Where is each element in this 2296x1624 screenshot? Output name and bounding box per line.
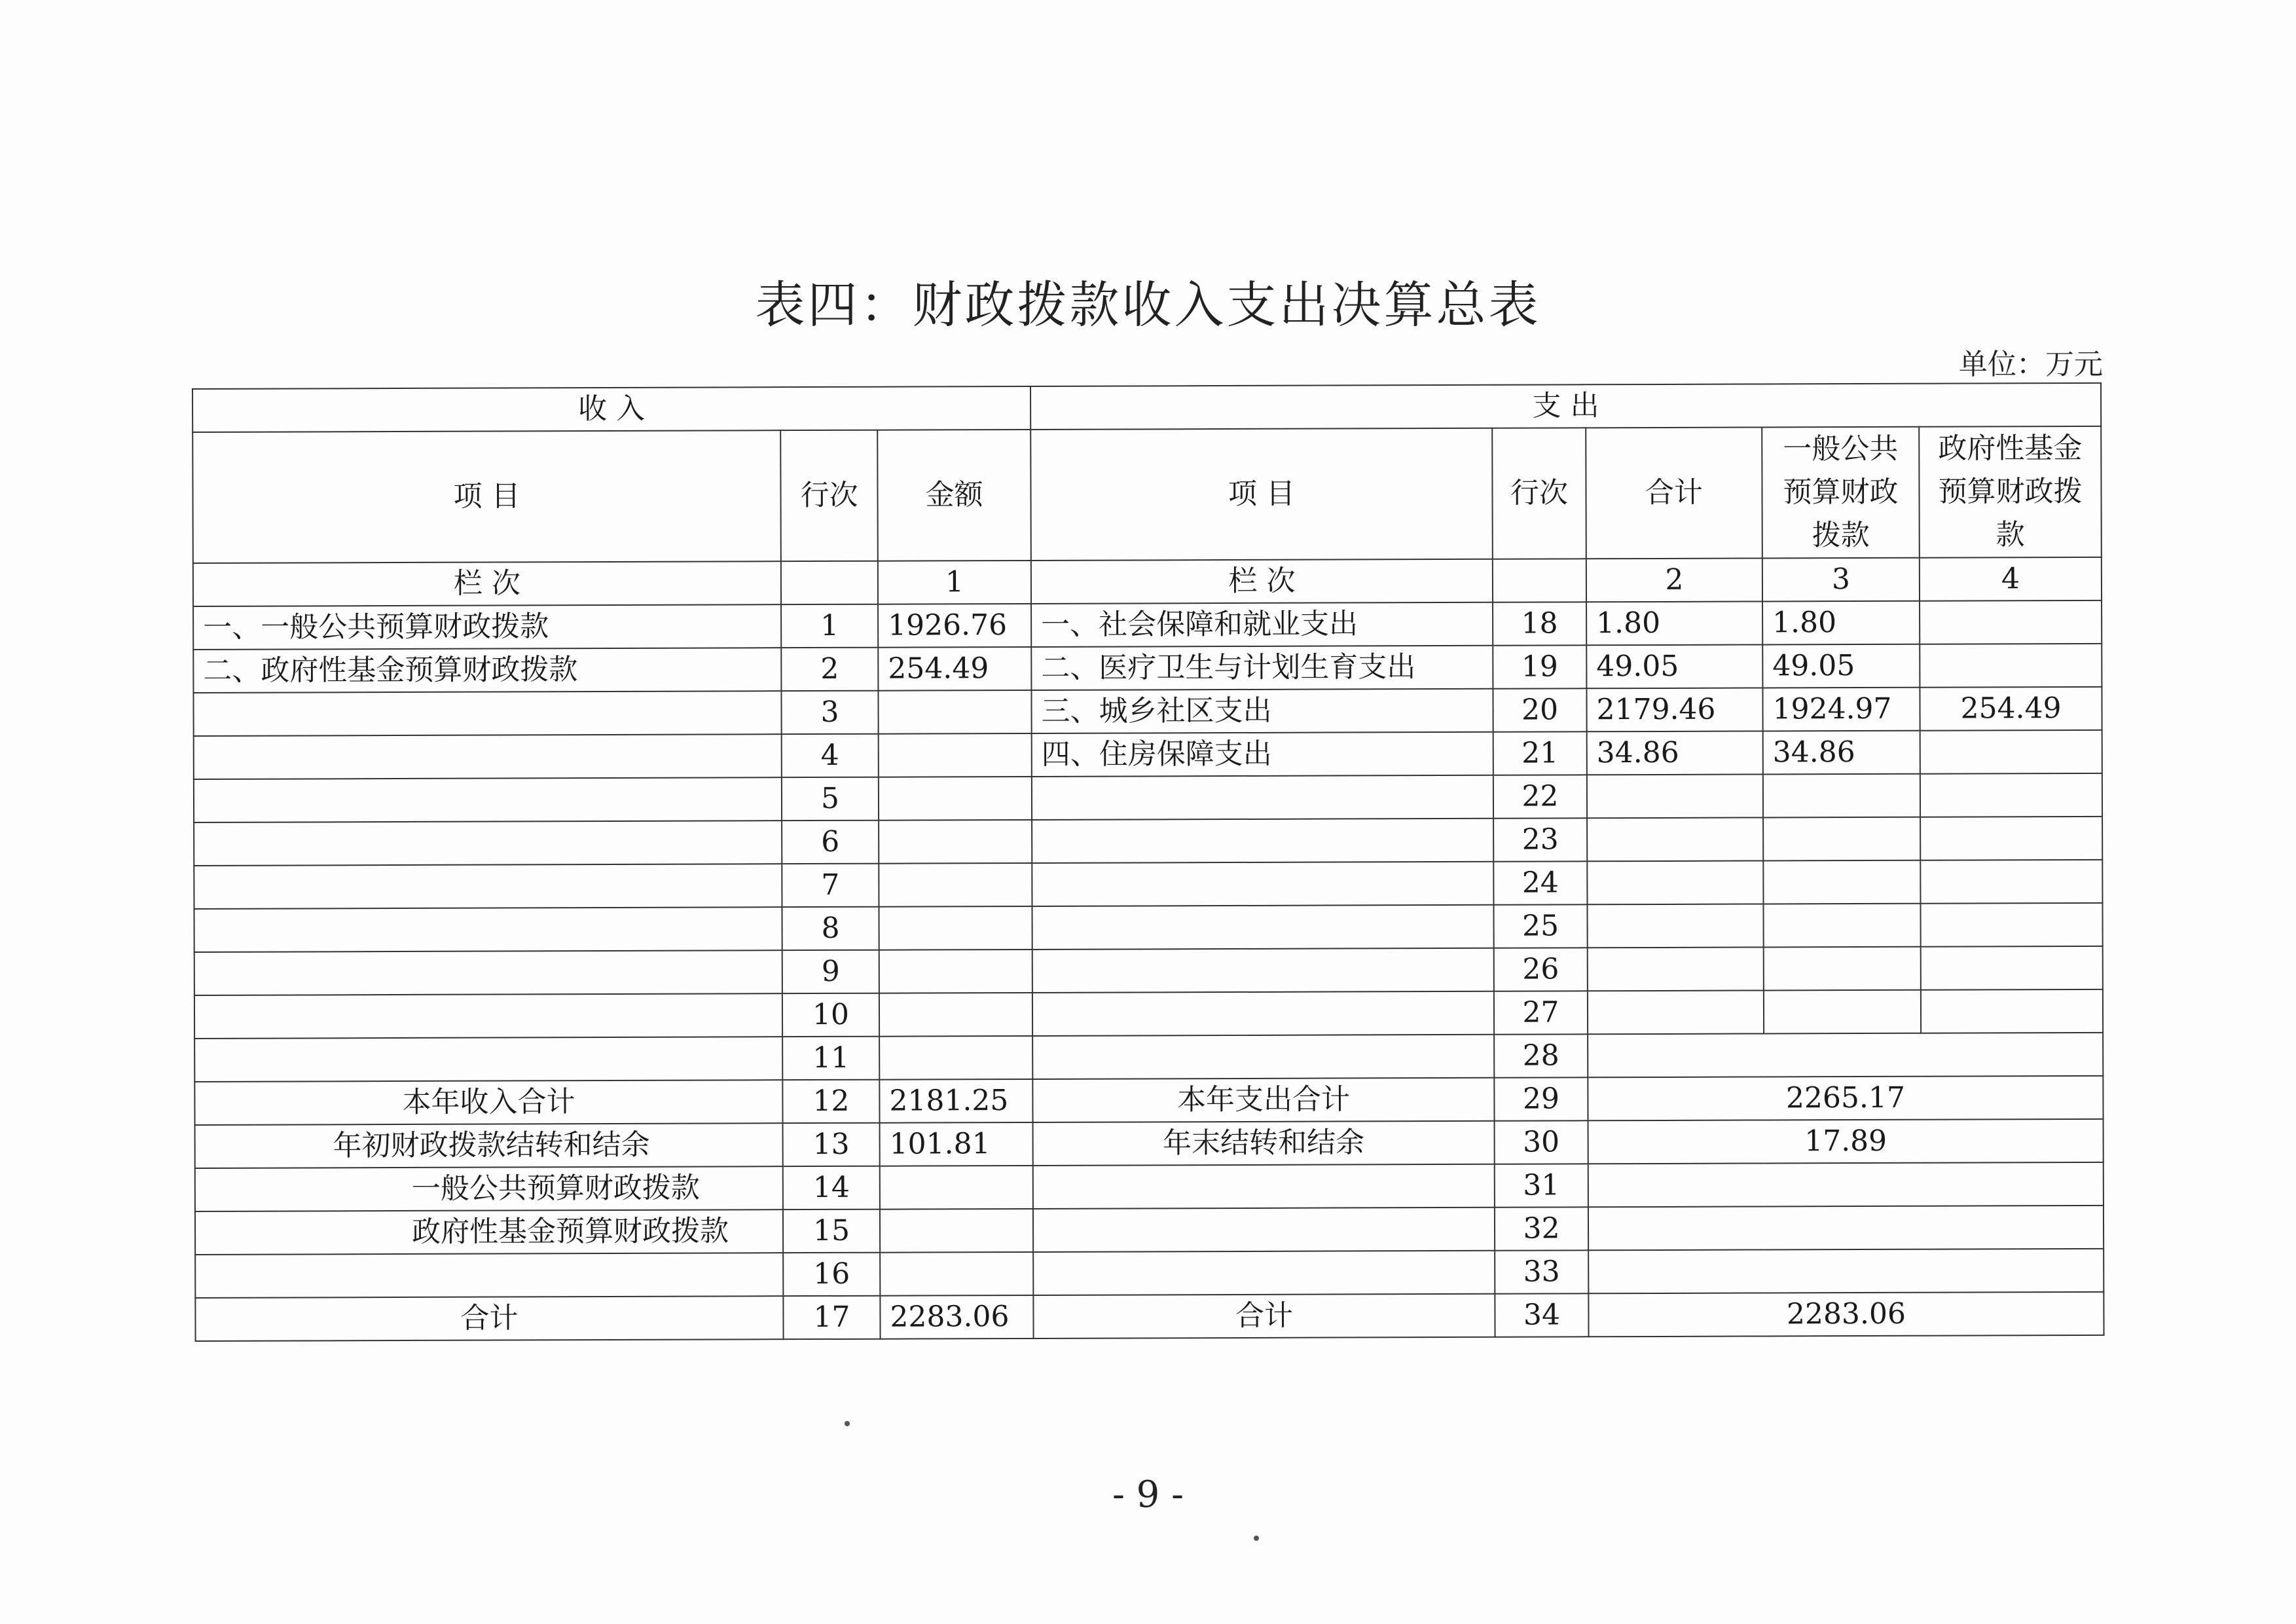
- income-amount-cell: [878, 690, 1031, 734]
- income-row-no-cell: 8: [782, 907, 879, 950]
- expense-item-cell: [1033, 1208, 1495, 1252]
- expense-general-cell: 34.86: [1763, 731, 1920, 775]
- expense-fund-cell: [1920, 817, 2102, 860]
- income-row-no-cell: 12: [782, 1080, 879, 1123]
- expense-row-no-cell: 29: [1494, 1077, 1588, 1120]
- income-item-cell: [194, 993, 782, 1039]
- table-row: [194, 730, 2102, 779]
- expense-total-cell: 49.05: [1586, 644, 1762, 688]
- expense-column-row-no: [1493, 559, 1586, 602]
- table-row: [194, 773, 2102, 822]
- expense-fund-cell: [1920, 773, 2102, 817]
- income-item-cell: 一般公共预算财政拨款: [195, 1166, 783, 1211]
- expense-row-no-cell: 24: [1493, 861, 1587, 904]
- summary-row: [195, 1292, 2104, 1341]
- income-item-cell: [194, 950, 782, 995]
- expense-total-cell: 1.80: [1586, 601, 1762, 645]
- income-amount-cell: [879, 820, 1032, 864]
- income-amount-cell: [879, 993, 1032, 1037]
- table-row: [194, 860, 2102, 909]
- summary-row: [195, 1119, 2104, 1168]
- income-item-cell: 政府性基金预算财政拨款: [195, 1209, 783, 1255]
- income-row-no-cell: 5: [782, 777, 879, 821]
- income-row-no-cell: 2: [781, 648, 878, 691]
- summary-row: [195, 1162, 2104, 1211]
- expense-item-cell: [1032, 991, 1494, 1036]
- expense-fund-cell: [1920, 903, 2102, 947]
- income-row-no-cell: 10: [782, 993, 879, 1037]
- expense-total-merged-cell: 17.89: [1588, 1119, 2104, 1164]
- table-row: [194, 989, 2103, 1039]
- income-row-no-cell: 1: [781, 604, 878, 648]
- summary-row: [194, 1076, 2103, 1125]
- income-item-cell: [194, 821, 782, 866]
- income-amount-cell: [879, 1036, 1032, 1080]
- expense-item-cell: 三、城乡社区支出: [1031, 689, 1493, 733]
- income-row-no-cell: 15: [783, 1209, 880, 1253]
- expense-row-no-cell: 27: [1494, 991, 1588, 1034]
- column-header-row: [192, 426, 2102, 563]
- income-amount-cell: 101.81: [880, 1122, 1033, 1166]
- expense-total-merged-cell: [1588, 1162, 2104, 1207]
- expense-column-3: 3: [1762, 558, 1920, 602]
- income-row-no-cell: 9: [782, 950, 879, 993]
- table-row: [194, 946, 2103, 995]
- expense-fund-cell: [1920, 860, 2102, 904]
- income-column-label: 栏 次: [193, 561, 781, 606]
- expense-general-header: 一般公共预算财政拨款: [1762, 427, 1920, 559]
- income-amount-cell: 2181.25: [879, 1079, 1032, 1123]
- income-row-no-cell: 3: [781, 691, 878, 734]
- income-amount-header: 金额: [877, 430, 1031, 561]
- income-item-header: 项 目: [192, 430, 781, 563]
- fiscal-appropriation-table: [192, 382, 2105, 1342]
- expense-item-cell: 二、医疗卫生与计划生育支出: [1031, 646, 1493, 690]
- expense-general-cell: 1.80: [1762, 601, 1920, 645]
- income-row-no-cell: 4: [782, 734, 879, 777]
- expense-row-no-header: 行次: [1492, 428, 1586, 559]
- expense-general-cell: [1763, 817, 1920, 861]
- scan-speck: [845, 1421, 850, 1426]
- expense-total-cell: [1588, 990, 1764, 1034]
- expense-total-cell: 34.86: [1587, 731, 1763, 775]
- expense-fund-cell: [1920, 600, 2102, 644]
- income-amount-cell: 2283.06: [880, 1295, 1033, 1339]
- table-row: [193, 687, 2102, 736]
- expense-total-merged-cell: 2265.17: [1588, 1076, 2103, 1120]
- income-item-cell: [195, 1253, 783, 1298]
- table-row: [193, 600, 2102, 650]
- expense-total-merged-cell: [1588, 1206, 2104, 1250]
- income-section-header: 收 入: [192, 386, 1030, 432]
- expense-general-cell: [1763, 904, 1920, 948]
- summary-row: [194, 1033, 2103, 1082]
- expense-row-no-cell: 20: [1493, 688, 1586, 731]
- income-row-no-cell: 16: [783, 1253, 880, 1296]
- expense-item-cell: 一、社会保障和就业支出: [1031, 602, 1493, 647]
- expense-row-no-cell: 21: [1493, 731, 1587, 775]
- expense-column-4: 4: [1920, 557, 2102, 601]
- expense-fund-cell: [1921, 989, 2103, 1033]
- income-item-cell: 一、一般公共预算财政拨款: [193, 604, 781, 650]
- income-item-cell: 年初财政拨款结转和结余: [195, 1123, 783, 1168]
- income-row-no-header: 行次: [780, 430, 878, 561]
- expense-row-no-cell: 19: [1493, 645, 1586, 688]
- income-row-no-cell: 7: [782, 864, 879, 907]
- expense-item-header: 项 目: [1030, 428, 1493, 561]
- expense-row-no-cell: 23: [1493, 818, 1587, 861]
- table-title: 表四：财政拨款收入支出决算总表: [755, 276, 1541, 334]
- expense-row-no-cell: 30: [1495, 1120, 1588, 1164]
- income-item-cell: [193, 691, 781, 736]
- income-item-cell: 二、政府性基金预算财政拨款: [193, 648, 781, 693]
- income-amount-cell: 254.49: [878, 647, 1031, 691]
- expense-general-cell: [1764, 990, 1921, 1034]
- expense-total-merged-cell: [1588, 1249, 2104, 1293]
- income-amount-cell: [880, 1252, 1033, 1296]
- expense-total-header: 合计: [1586, 427, 1762, 559]
- income-item-cell: 本年收入合计: [194, 1080, 782, 1125]
- expense-row-no-cell: 31: [1495, 1164, 1588, 1207]
- expense-row-no-cell: 25: [1493, 904, 1587, 948]
- income-amount-cell: [879, 950, 1032, 993]
- column-number-row: [193, 557, 2102, 606]
- income-item-cell: [194, 907, 782, 952]
- expense-total-cell: [1588, 947, 1764, 991]
- expense-fund-cell: [1920, 730, 2102, 774]
- expense-item-cell: [1032, 905, 1493, 950]
- income-row-no-cell: 14: [783, 1166, 880, 1209]
- income-item-cell: [194, 1037, 782, 1082]
- page-number: - 9 -: [1112, 1473, 1184, 1516]
- income-amount-cell: [879, 777, 1032, 821]
- income-amount-cell: [880, 1166, 1033, 1209]
- expense-item-cell: [1032, 862, 1493, 906]
- expense-item-cell: 合计: [1033, 1294, 1495, 1338]
- section-header-row: [192, 383, 2101, 432]
- table-row: [193, 644, 2102, 693]
- expense-item-cell: [1032, 948, 1494, 993]
- expense-item-cell: [1032, 1035, 1494, 1079]
- expense-item-cell: [1033, 1164, 1495, 1209]
- expense-general-cell: [1763, 860, 1920, 904]
- expense-fund-header: 政府性基金预算财政拨款: [1919, 426, 2102, 558]
- income-amount-cell: [879, 906, 1032, 950]
- income-row-no-cell: 13: [783, 1123, 880, 1166]
- expense-row-no-cell: 28: [1494, 1034, 1588, 1077]
- income-column-row-no: [781, 561, 878, 604]
- expense-row-no-cell: 32: [1495, 1207, 1588, 1250]
- summary-row: [195, 1249, 2104, 1298]
- expense-row-no-cell: 22: [1493, 775, 1587, 818]
- expense-general-cell: [1764, 947, 1921, 991]
- expense-general-cell: 1924.97: [1762, 688, 1920, 731]
- expense-item-cell: 年末结转和结余: [1033, 1121, 1495, 1166]
- expense-fund-cell: [1921, 946, 2103, 990]
- table-row: [194, 903, 2102, 952]
- unit-label: 单位：万元: [1959, 348, 2103, 381]
- income-row-no-cell: 11: [782, 1037, 879, 1080]
- expense-fund-cell: 254.49: [1920, 687, 2102, 731]
- income-amount-cell: 1926.76: [878, 604, 1031, 648]
- income-item-cell: [194, 734, 782, 779]
- income-item-cell: 合计: [195, 1296, 783, 1341]
- expense-column-label: 栏 次: [1031, 559, 1493, 604]
- income-item-cell: [194, 777, 782, 822]
- income-item-cell: [194, 864, 782, 909]
- scan-speck: [1254, 1536, 1259, 1541]
- income-amount-cell: [879, 863, 1032, 907]
- income-row-no-cell: 17: [783, 1296, 880, 1339]
- expense-item-cell: 四、住房保障支出: [1032, 732, 1493, 777]
- income-column-1: 1: [878, 561, 1031, 604]
- expense-fund-cell: [1920, 644, 2102, 688]
- expense-general-cell: 49.05: [1762, 644, 1920, 688]
- expense-total-merged-cell: 2283.06: [1588, 1292, 2104, 1337]
- expense-general-cell: [1763, 774, 1920, 818]
- income-amount-cell: [879, 733, 1032, 777]
- expense-column-2: 2: [1586, 558, 1762, 602]
- income-amount-cell: [880, 1209, 1033, 1253]
- expense-item-cell: 本年支出合计: [1032, 1078, 1494, 1122]
- expense-row-no-cell: 18: [1493, 602, 1586, 645]
- income-row-no-cell: 6: [782, 821, 879, 864]
- expense-total-cell: [1587, 774, 1763, 818]
- expense-item-cell: [1032, 819, 1493, 863]
- expense-item-cell: [1032, 775, 1493, 820]
- expense-row-no-cell: 33: [1495, 1250, 1588, 1293]
- expense-row-no-cell: 26: [1494, 948, 1588, 991]
- expense-item-cell: [1033, 1251, 1495, 1295]
- expense-section-header: 支 出: [1030, 383, 2101, 430]
- expense-total-merged-cell: [1588, 1033, 2103, 1077]
- summary-row: [195, 1206, 2104, 1255]
- expense-row-no-cell: 34: [1495, 1293, 1588, 1337]
- table-row: [194, 817, 2102, 866]
- expense-total-cell: [1587, 860, 1763, 904]
- expense-total-cell: [1587, 817, 1763, 861]
- expense-total-cell: 2179.46: [1586, 688, 1762, 731]
- expense-total-cell: [1587, 904, 1763, 948]
